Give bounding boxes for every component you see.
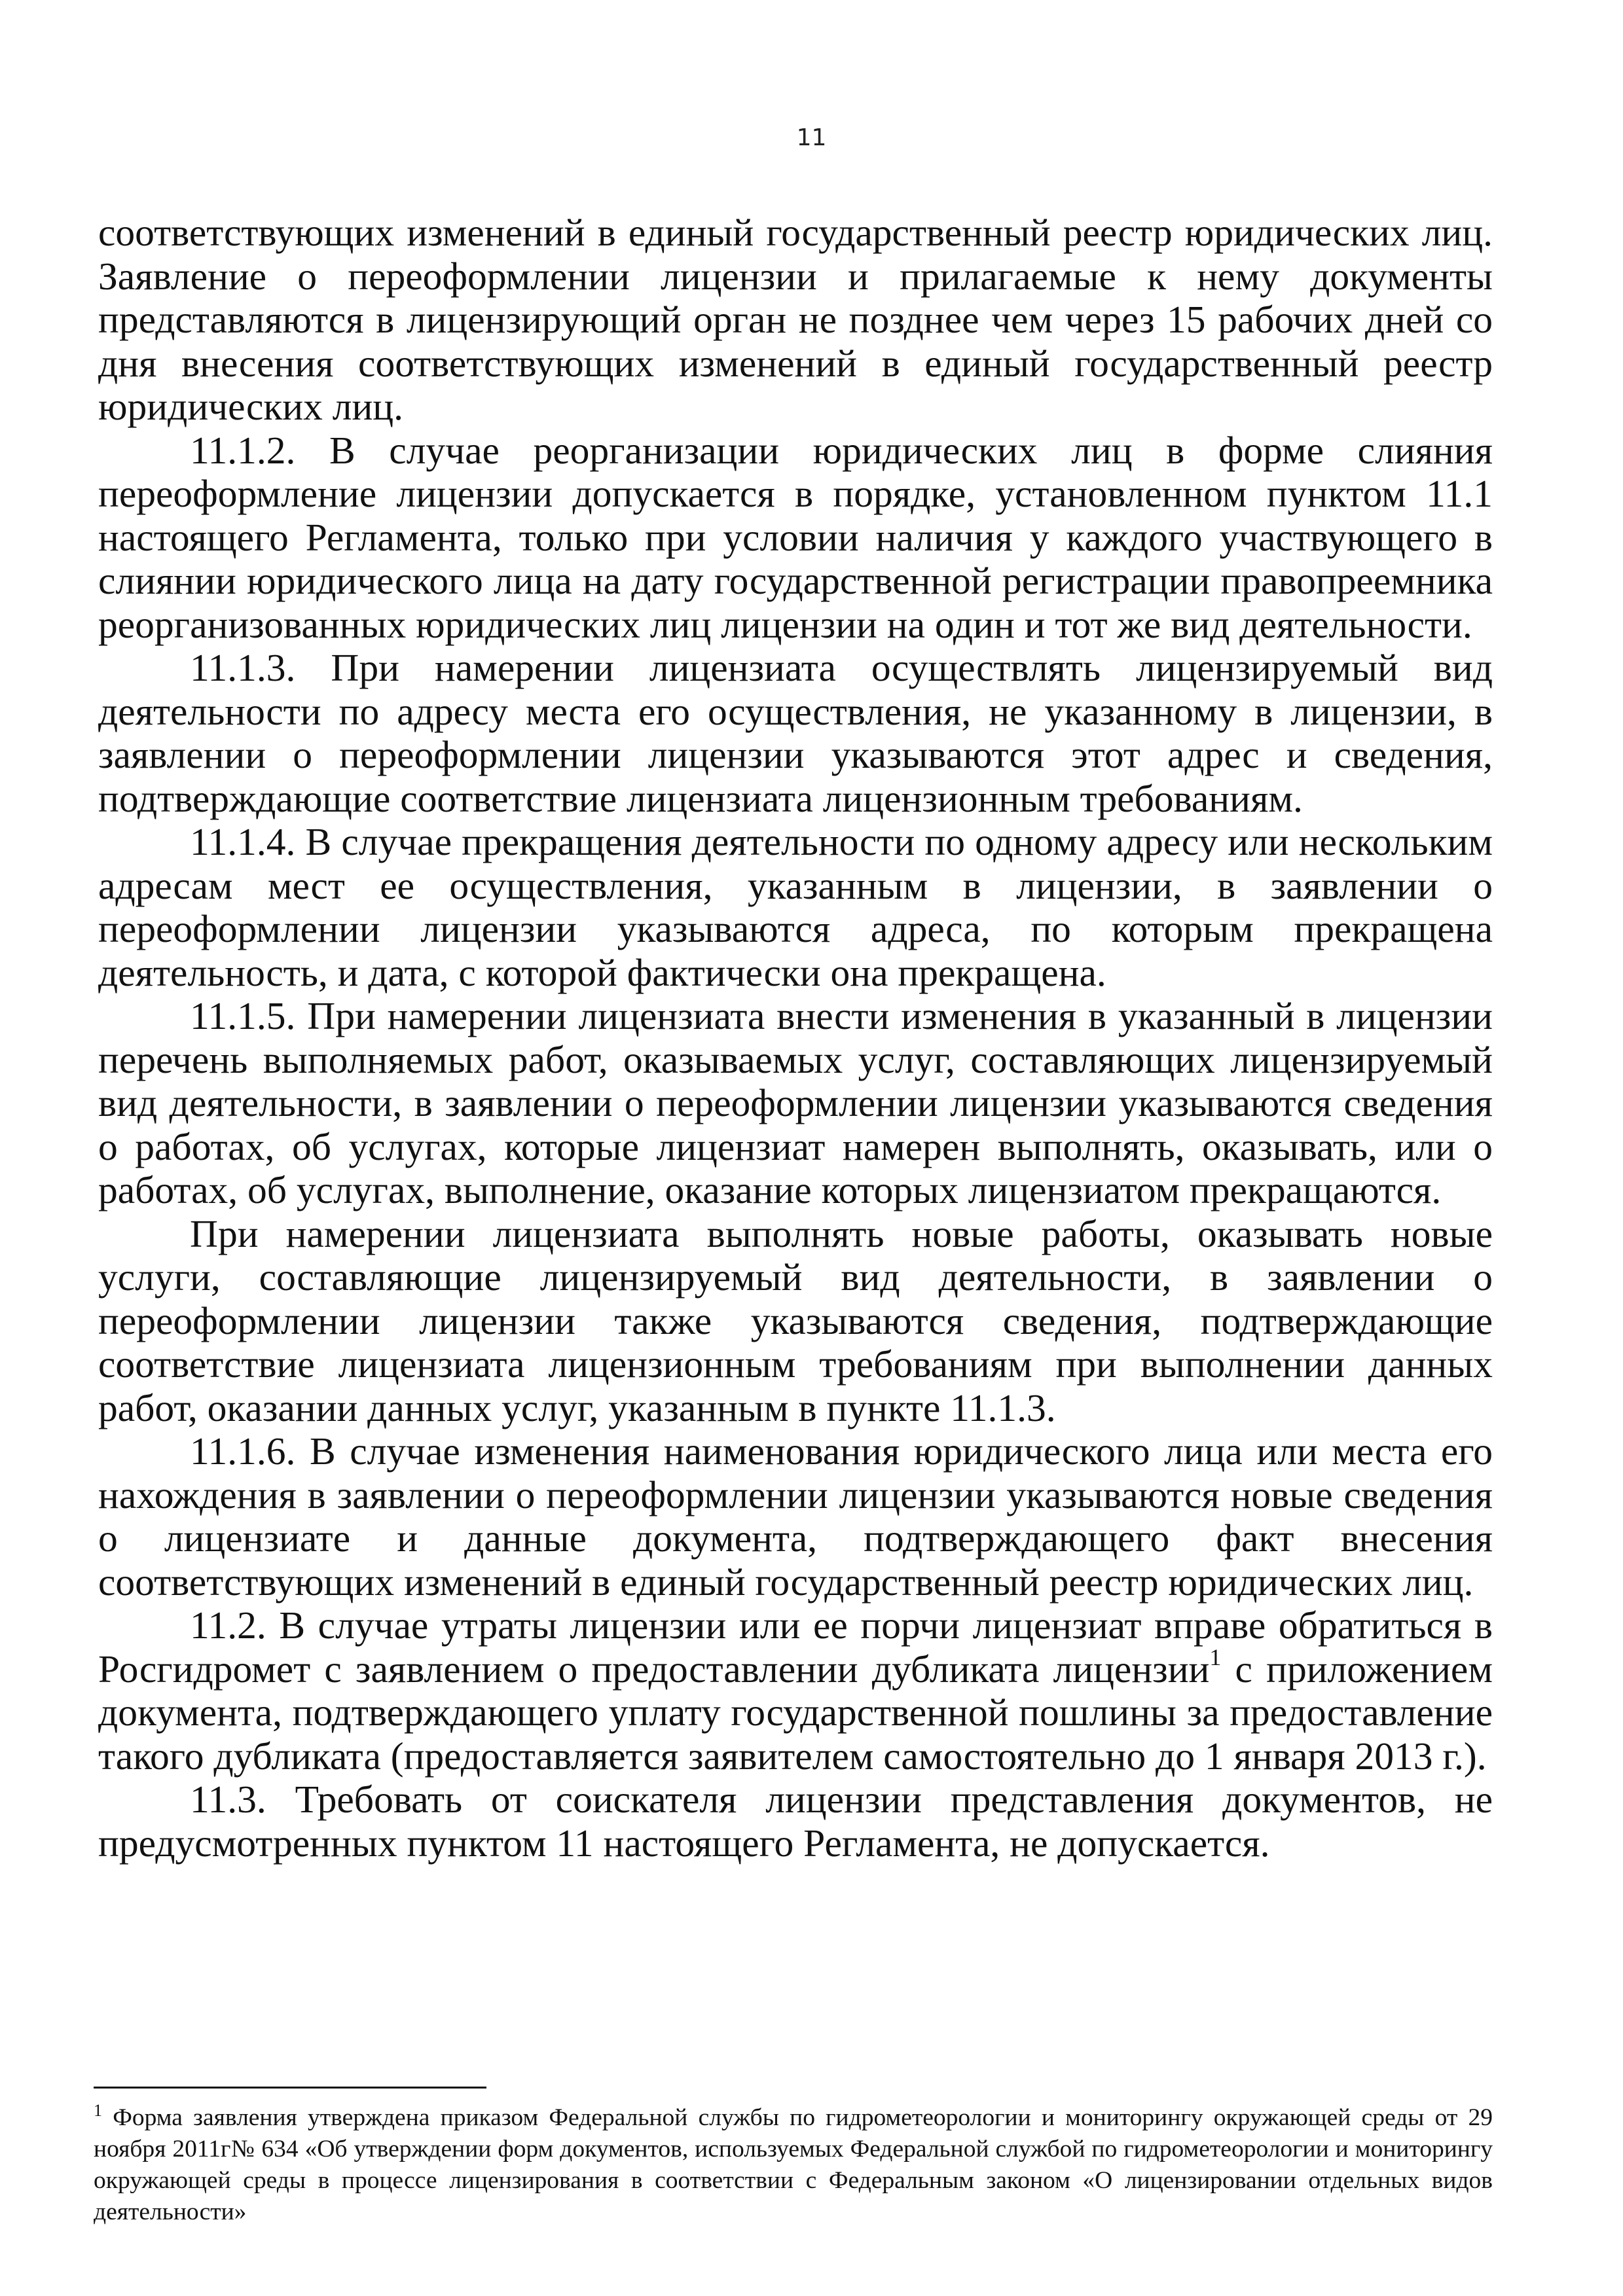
footnote-text: Форма заявления утверждена приказом Федеральной службы по гидрометеорологии и мониторингу окружающей среды от 29 ноября 2011г№ 634 «Об утверждении форм документов, используемых Федеральной службой по гидрометеорологии и мониторингу окружающей среды в процессе лицензирования в соответствии с Федеральным законом «О лицензировании отдельных видов деятельности» bbox=[94, 2104, 1493, 2225]
paragraph-11-2-start: 11.2. В случае утраты лицензии или ее порчи лицензиат вправе обратиться в Росгидромет с заявлением о предоставлении дубликата лицензии bbox=[98, 1604, 1493, 1691]
footnote-marker: 1 bbox=[94, 2101, 102, 2120]
footnote-separator bbox=[94, 2087, 486, 2089]
paragraph-11-1-4: 11.1.4. В случае прекращения деятельности по одному адресу или нескольким адресам мест ее осуществления, указанным в лицензии, в заявлении о переоформлении лицензии указываются адреса, по которым прекращена деятельность, и дата, с которой фактически она прекращена. bbox=[98, 820, 1493, 994]
paragraph-11-2-end: с приложением документа, подтверждающего уплату государственной пошлины за предоставление такого дубликата (предоставляется заявителем самостоятельно до 1 января 2013 г.). bbox=[98, 1647, 1493, 1778]
paragraph-new-works: При намерении лицензиата выполнять новые работы, оказывать новые услуги, составляющие лицензируемый вид деятельности, в заявлении о переоформлении лицензии также указываются сведения, подтверждающие соответствие лицензиата лицензионным требованиям при выполнении данных работ, оказании данных услуг, указанным в пункте 11.1.3. bbox=[98, 1211, 1493, 1429]
paragraph-11-1-2: 11.1.2. В случае реорганизации юридических лиц в форме слияния переоформление лицензии допускается в порядке, установленном пунктом 11.1 настоящего Регламента, только при условии наличия у каждого участвующего в слиянии юридического лица на дату государственной регистрации правопреемника реорганизованных юридических лиц лицензии на один и тот же вид деятельности. bbox=[98, 428, 1493, 646]
paragraph-11-3: 11.3. Требовать от соискателя лицензии представления документов, не предусмотренных пунктом 11 настоящего Регламента, не допускается. bbox=[98, 1778, 1493, 1865]
page-number: 11 bbox=[796, 124, 827, 151]
document-body bbox=[98, 211, 1493, 1865]
paragraph-11-1-5: 11.1.5. При намерении лицензиата внести изменения в указанный в лицензии перечень выполняемых работ, оказываемых услуг, составляющих лицензируемый вид деятельности, в заявлении о переоформлении лицензии указываются сведения о работах, об услугах, которые лицензиат намерен выполнять, оказывать, или о работах, об услугах, выполнение, оказание которых лицензиатом прекращаются. bbox=[98, 994, 1493, 1211]
paragraph-11-2 bbox=[98, 1604, 1493, 1778]
paragraph-11-1-3: 11.1.3. При намерении лицензиата осуществлять лицензируемый вид деятельности по адресу места его осуществления, не указанному в лицензии, в заявлении о переоформлении лицензии указываются этот адрес и сведения, подтверждающие соответствие лицензиата лицензионным требованиям. bbox=[98, 646, 1493, 820]
paragraph-continuation: соответствующих изменений в единый государственный реестр юридических лиц. Заявление о переоформлении лицензии и прилагаемые к нему документы представляются в лицензирующий орган не позднее чем через 15 рабочих дней со дня внесения соответствующих изменений в единый государственный реестр юридических лиц. bbox=[98, 211, 1493, 428]
footnote-reference[interactable]: 1 bbox=[1209, 1643, 1222, 1670]
footnote bbox=[94, 2102, 1493, 2228]
paragraph-11-1-6: 11.1.6. В случае изменения наименования юридического лица или места его нахождения в заявлении о переоформлении лицензии указываются новые сведения о лицензиате и данные документа, подтверждающего факт внесения соответствующих изменений в единый государственный реестр юридических лиц. bbox=[98, 1429, 1493, 1604]
